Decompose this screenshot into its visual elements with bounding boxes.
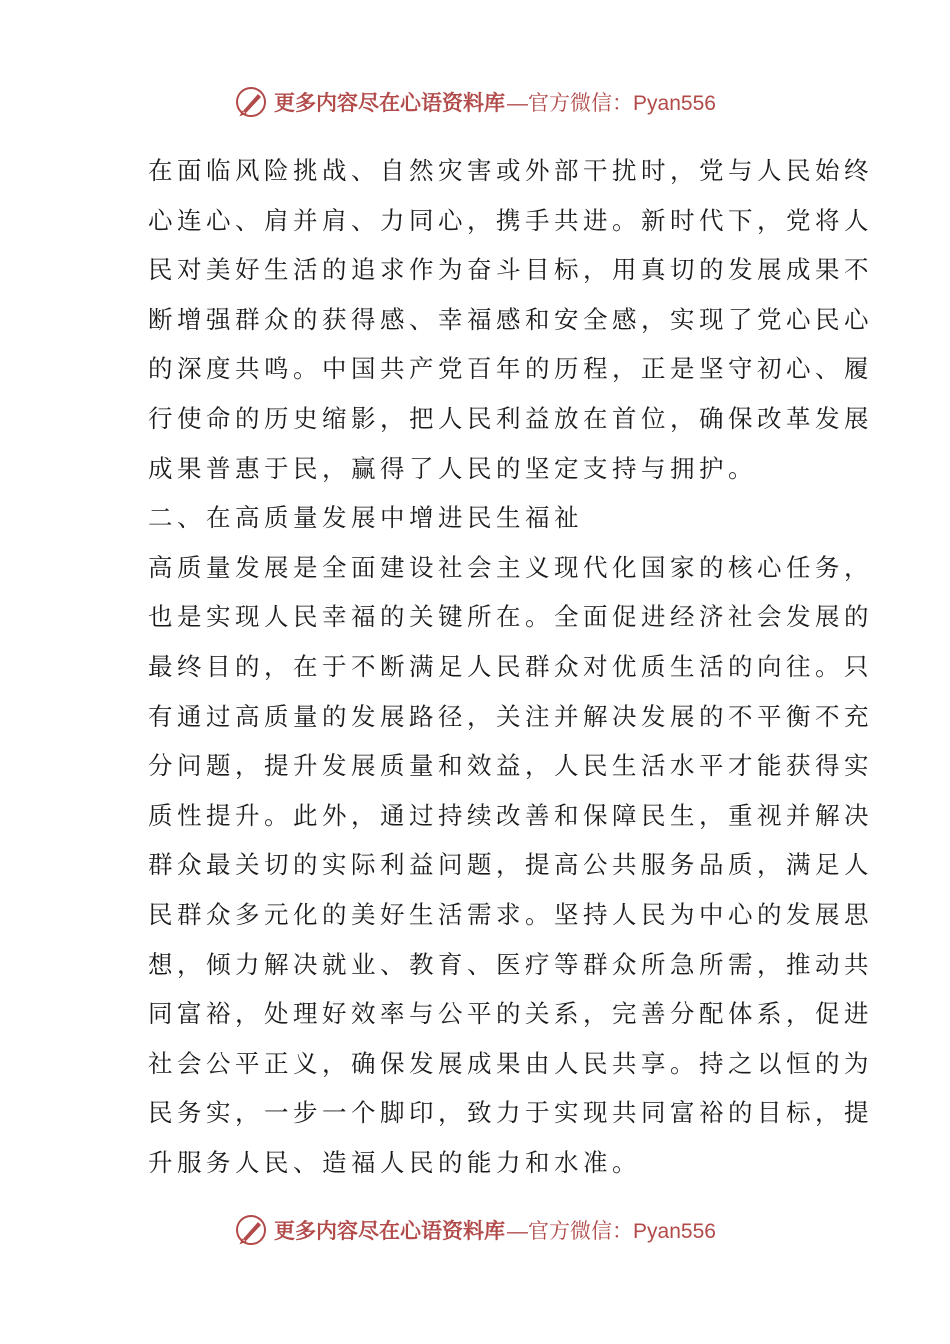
text-line: 行使命的历史缩影，把人民利益放在首位，确保改革发展 (148, 403, 873, 433)
header-brand-text: 更多内容尽在心语资料库 (274, 90, 506, 115)
text-line: 质性提升。此外，通过持续改善和保障民生，重视并解决 (148, 800, 873, 830)
text-line: 高质量发展是全面建设社会主义现代化国家的核心任务， (148, 552, 873, 582)
footer-brand-text: 更多内容尽在心语资料库 (274, 1218, 506, 1243)
footer-banner (0, 1210, 950, 1250)
pen-logo-icon (234, 1213, 268, 1247)
footer-contact-text: —官方微信：Pyan556 (507, 1220, 716, 1243)
text-line: 的深度共鸣。中国共产党百年的历程，正是坚守初心、履 (148, 354, 873, 384)
text-line: 群众最关切的实际利益问题，提高公共服务品质，满足人 (148, 850, 873, 880)
text-line: 同富裕，处理好效率与公平的关系，完善分配体系，促进 (148, 999, 873, 1029)
text-line: 有通过高质量的发展路径，关注并解决发展的不平衡不充 (148, 701, 873, 731)
text-line: 成果普惠于民，赢得了人民的坚定支持与拥护。 (148, 453, 757, 483)
text-line: 断增强群众的获得感、幸福感和安全感，实现了党心民心 (148, 304, 873, 334)
header-banner (0, 82, 950, 122)
text-line: 也是实现人民幸福的关键所在。全面促进经济社会发展的 (148, 602, 873, 632)
text-line: 社会公平正义，确保发展成果由人民共享。持之以恒的为 (148, 1048, 873, 1078)
text-line: 在面临风险挑战、自然灾害或外部干扰时，党与人民始终 (148, 156, 873, 185)
section-heading: 二、在高质量发展中增进民生福祉 (148, 503, 583, 533)
text-line: 民务实，一步一个脚印，致力于实现共同富裕的目标，提 (148, 1098, 873, 1128)
text-line: 分问题，提升发展质量和效益，人民生活水平才能获得实 (148, 751, 873, 781)
text-line: 最终目的，在于不断满足人民群众对优质生活的向往。只 (148, 651, 873, 681)
text-line: 民对美好生活的追求作为奋斗目标，用真切的发展成果不 (148, 255, 873, 285)
document-body (148, 146, 873, 1187)
text-line: 升服务人民、造福人民的能力和水准。 (148, 1147, 641, 1177)
text-line: 心连心、肩并肩、力同心，携手共进。新时代下，党将人 (148, 205, 873, 235)
header-contact-text: —官方微信：Pyan556 (507, 92, 716, 115)
pen-logo-icon (234, 85, 268, 119)
text-line: 想，倾力解决就业、教育、医疗等群众所急所需，推动共 (148, 949, 873, 979)
text-line: 民群众多元化的美好生活需求。坚持人民为中心的发展思 (148, 899, 873, 929)
